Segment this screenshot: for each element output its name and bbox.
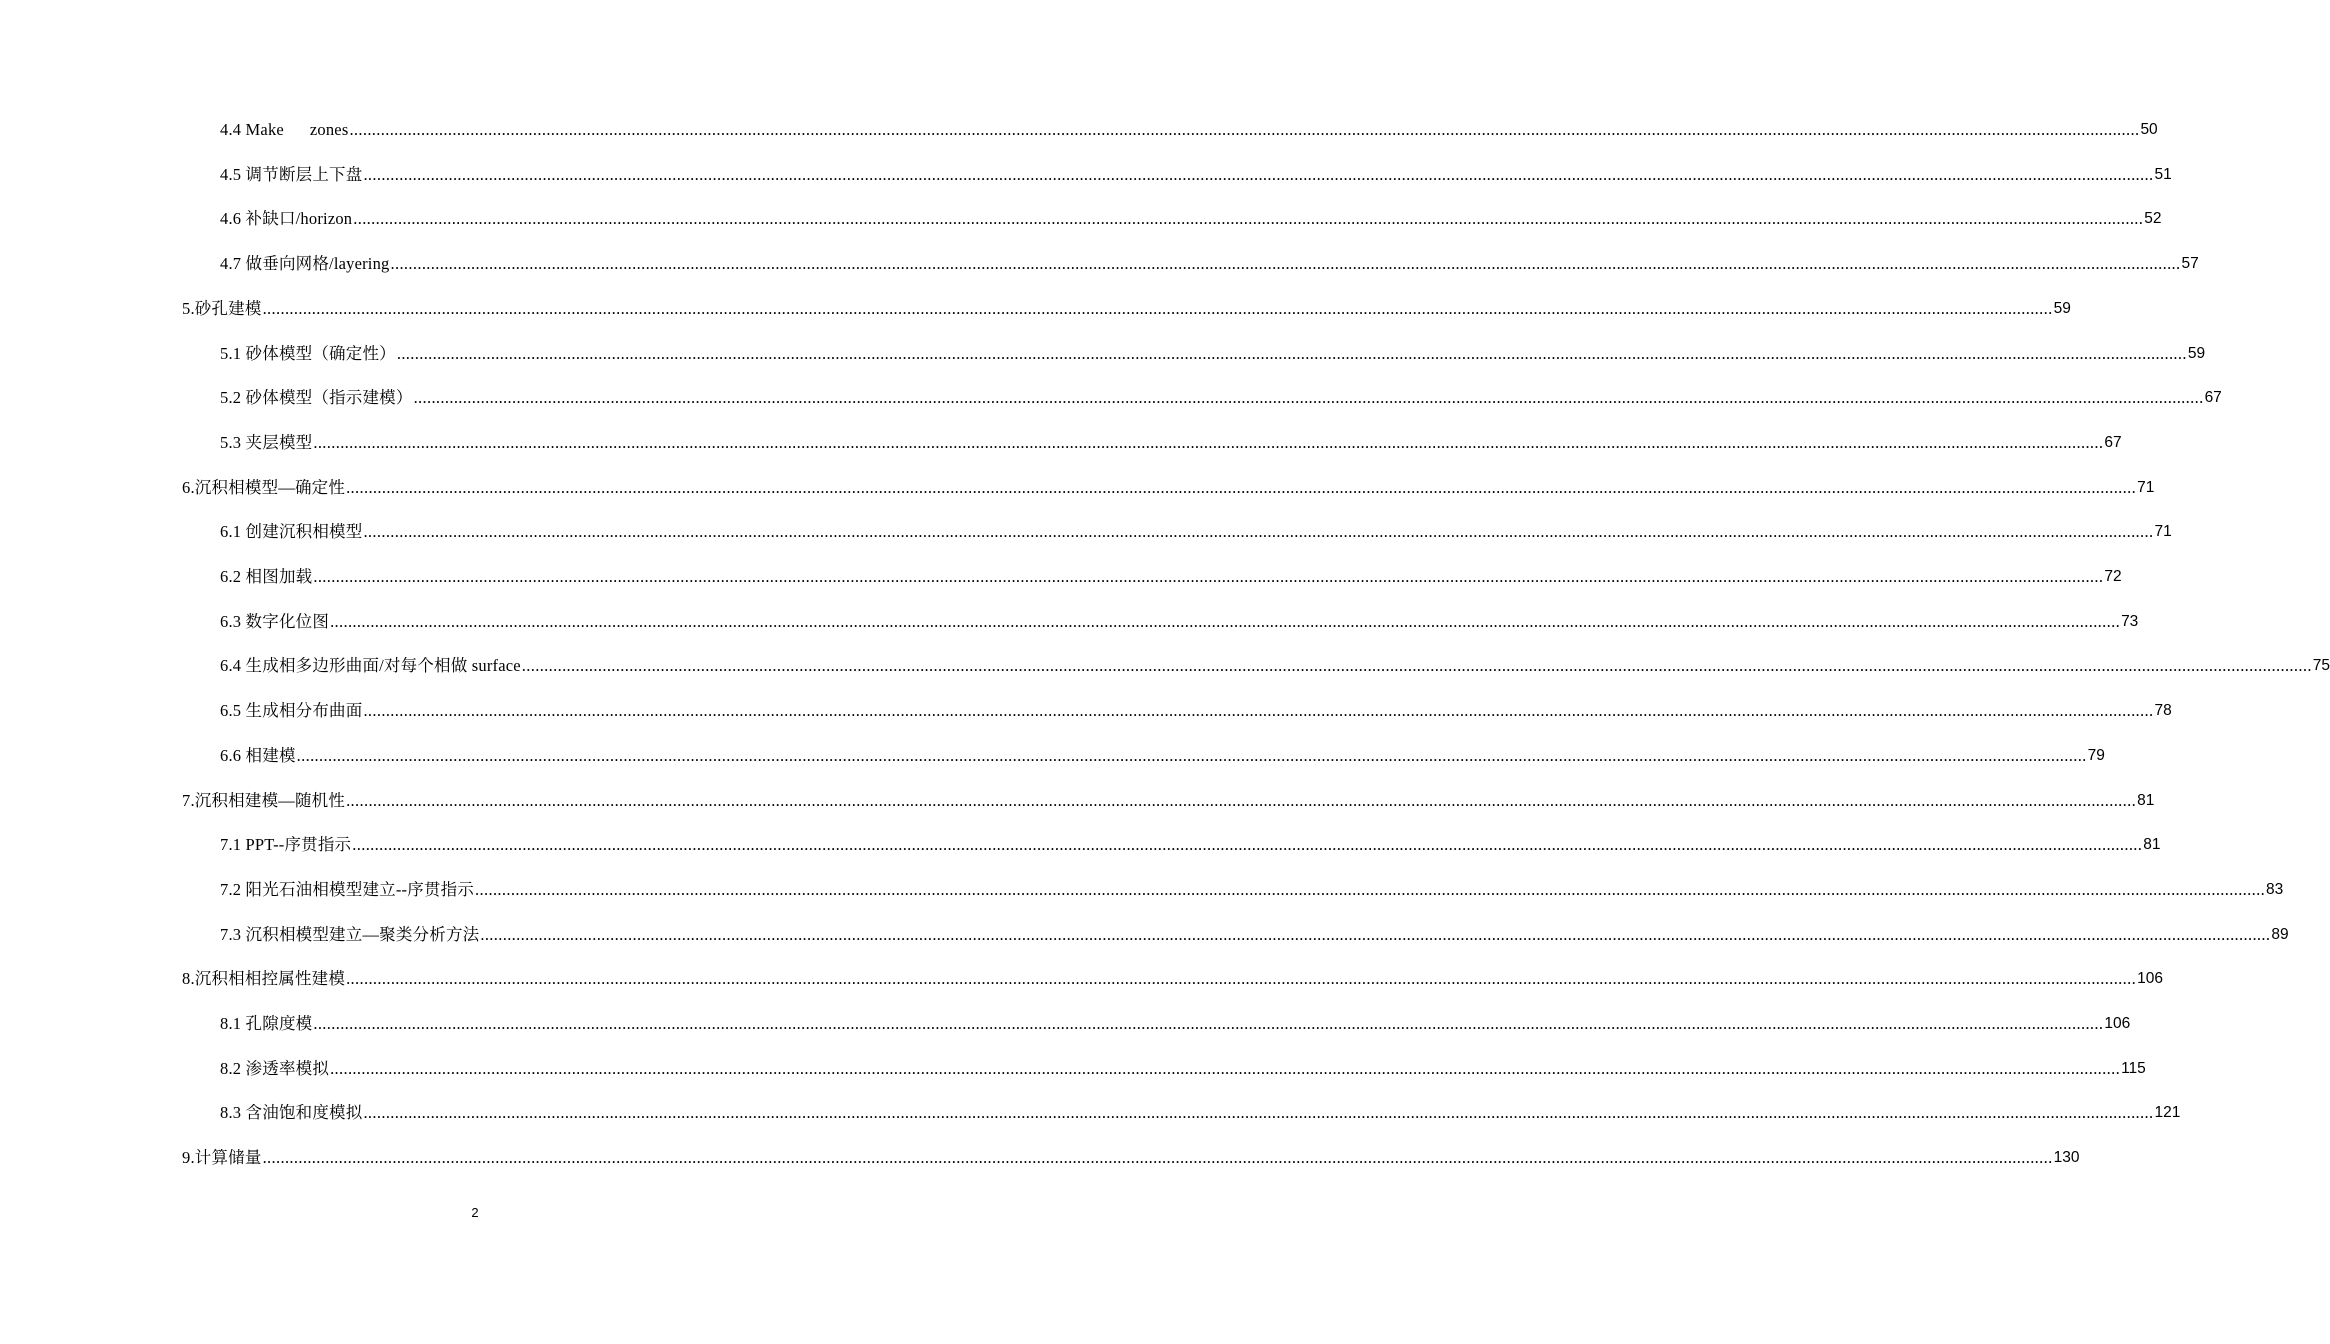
toc-entry[interactable] [220, 834, 2161, 856]
toc-entry[interactable] [220, 745, 2105, 767]
toc-dot-leader: ................................................................................................................................................................................................................................................................................................................................................................................................................ [346, 790, 2137, 810]
toc-entry-page-number: 121 [2154, 1104, 2181, 1122]
toc-entry-title: 6.3 数字化位图 [220, 611, 330, 631]
toc-dot-leader: ................................................................................................................................................................................................................................................................................................................................................................................................................ [480, 924, 2271, 944]
toc-entry-title: 5.3 夹层模型 [220, 432, 313, 452]
toc-dot-leader: ................................................................................................................................................................................................................................................................................................................................................................................................................ [390, 254, 2181, 274]
toc-entry-page-number: 115 [2121, 1059, 2146, 1077]
toc-entry-title: 4.4 Make zones [220, 120, 349, 139]
toc-entry-title: 7.沉积相建模—随机性 [182, 790, 346, 810]
toc-entry-page-number: 73 [2121, 612, 2139, 630]
toc-entry-page-number: 59 [2053, 299, 2071, 317]
toc-dot-leader: ................................................................................................................................................................................................................................................................................................................................................................................................................ [330, 611, 2121, 631]
toc-dot-leader: ................................................................................................................................................................................................................................................................................................................................................................................................................ [352, 835, 2143, 855]
toc-entry-page-number: 81 [2143, 836, 2161, 854]
toc-entry-page-number: 106 [2104, 1015, 2131, 1032]
toc-entry[interactable] [220, 521, 2172, 543]
toc-entry-page-number: 71 [2154, 523, 2172, 541]
toc-entry[interactable] [220, 611, 2139, 633]
toc-dot-leader: ................................................................................................................................................................................................................................................................................................................................................................................................................ [346, 477, 2137, 497]
toc-dot-leader: ................................................................................................................................................................................................................................................................................................................................................................................................................ [296, 745, 2087, 765]
toc-entry-title: 5.砂孔建模 [182, 298, 262, 318]
toc-dot-leader: ................................................................................................................................................................................................................................................................................................................................................................................................................ [313, 567, 2104, 586]
toc-dot-leader: ................................................................................................................................................................................................................................................................................................................................................................................................................ [521, 656, 2312, 676]
toc-dot-leader: ................................................................................................................................................................................................................................................................................................................................................................................................................ [262, 298, 2053, 318]
toc-entry[interactable] [220, 879, 2284, 901]
toc-dot-leader: ................................................................................................................................................................................................................................................................................................................................................................................................................ [363, 522, 2154, 542]
toc-dot-leader: ................................................................................................................................................................................................................................................................................................................................................................................................................ [330, 1058, 2121, 1078]
toc-dot-leader: ................................................................................................................................................................................................................................................................................................................................................................................................................ [396, 343, 2187, 363]
toc-entry-title: 7.1 PPT--序贯指示 [220, 835, 352, 855]
toc-entry-page-number: 75 [2312, 657, 2330, 675]
toc-entry-page-number: 83 [2266, 880, 2284, 898]
toc-entry[interactable] [220, 343, 2206, 365]
toc-dot-leader: ................................................................................................................................................................................................................................................................................................................................................................................................................ [413, 388, 2204, 408]
toc-entry-title: 8.3 含油饱和度模拟 [220, 1103, 363, 1123]
toc-entry-title: 6.6 相建模 [220, 745, 296, 765]
toc-entry[interactable] [220, 208, 2162, 230]
toc-entry-title: 6.沉积相模型—确定性 [182, 477, 346, 497]
toc-entry-page-number: 51 [2154, 165, 2172, 183]
toc-entry[interactable] [220, 387, 2222, 409]
toc-entry-title: 8.1 孔隙度模 [220, 1014, 313, 1033]
toc-entry[interactable] [220, 1013, 2131, 1035]
toc-entry[interactable] [220, 432, 2122, 454]
toc-entry[interactable] [220, 655, 2330, 677]
toc-entry-page-number: 67 [2104, 433, 2122, 451]
toc-entry[interactable] [182, 790, 2155, 812]
page-number: 2 [471, 1205, 479, 1220]
toc-dot-leader: ................................................................................................................................................................................................................................................................................................................................................................................................................ [346, 969, 2137, 989]
toc-entry-page-number: 89 [2271, 925, 2289, 943]
toc-entry-title: 7.2 阳光石油相模型建立--序贯指示 [220, 879, 475, 899]
toc-entry[interactable] [220, 1102, 2181, 1124]
toc-entry-page-number: 106 [2137, 970, 2163, 988]
toc-entry-page-number: 78 [2154, 702, 2172, 720]
toc-dot-leader: ................................................................................................................................................................................................................................................................................................................................................................................................................ [262, 1148, 2053, 1168]
toc-dot-leader: ................................................................................................................................................................................................................................................................................................................................................................................................................ [475, 879, 2266, 899]
toc-entry-title: 4.5 调节断层上下盘 [220, 164, 363, 184]
toc-entry[interactable] [220, 700, 2172, 722]
toc-entry-title: 8.沉积相相控属性建模 [182, 969, 346, 989]
toc-entry-page-number: 57 [2181, 255, 2199, 273]
toc-dot-leader: ................................................................................................................................................................................................................................................................................................................................................................................................................ [313, 432, 2104, 452]
toc-entry-title: 6.1 创建沉积相模型 [220, 522, 363, 542]
toc-entry-page-number: 79 [2087, 746, 2105, 764]
toc-entry-title: 6.2 相图加载 [220, 567, 313, 586]
toc-entry-page-number: 72 [2104, 568, 2122, 585]
toc-entry[interactable] [220, 1058, 2146, 1080]
toc-entry-title: 6.4 生成相多边形曲面/对每个相做 surface [220, 656, 521, 676]
toc-entry-page-number: 81 [2137, 791, 2155, 809]
toc-dot-leader: ................................................................................................................................................................................................................................................................................................................................................................................................................ [363, 1103, 2154, 1123]
toc-entry-title: 4.6 补缺口/horizon [220, 209, 353, 229]
toc-entry[interactable] [220, 253, 2199, 275]
toc-entry-title: 9.计算储量 [182, 1148, 262, 1168]
toc-entry-title: 5.1 砂体模型（确定性） [220, 343, 396, 363]
toc-entry-page-number: 59 [2187, 344, 2206, 362]
toc-dot-leader: ................................................................................................................................................................................................................................................................................................................................................................................................................ [363, 701, 2154, 721]
toc-entry[interactable] [182, 1147, 2080, 1169]
toc-entry[interactable] [220, 566, 2122, 588]
toc-entry[interactable] [182, 298, 2071, 320]
toc-entry[interactable] [220, 924, 2289, 946]
toc-dot-leader: ................................................................................................................................................................................................................................................................................................................................................................................................................ [363, 164, 2154, 184]
toc-entry-title: 8.2 渗透率模拟 [220, 1058, 330, 1078]
toc-entry-title: 6.5 生成相分布曲面 [220, 701, 363, 721]
toc-entry[interactable] [220, 119, 2158, 141]
toc-dot-leader: ................................................................................................................................................................................................................................................................................................................................................................................................................ [313, 1014, 2104, 1033]
toc-dot-leader: ................................................................................................................................................................................................................................................................................................................................................................................................................ [353, 209, 2144, 229]
toc-entry-page-number: 50 [2140, 121, 2158, 138]
toc-entry-page-number: 71 [2137, 478, 2155, 496]
toc-dot-leader: ................................................................................................................................................................................................................................................................................................................................................................................................................ [349, 120, 2140, 139]
toc-entry[interactable] [182, 477, 2155, 499]
toc-entry[interactable] [220, 164, 2172, 186]
toc-entry-title: 7.3 沉积相模型建立—聚类分析方法 [220, 924, 480, 944]
toc-entry-page-number: 52 [2144, 210, 2162, 228]
toc-entry-page-number: 67 [2204, 389, 2222, 407]
toc-entry[interactable] [182, 968, 2163, 990]
toc-entry-page-number: 130 [2053, 1149, 2080, 1167]
toc-entry-title: 4.7 做垂向网格/layering [220, 254, 390, 274]
toc-entry-title: 5.2 砂体模型（指示建模） [220, 388, 413, 408]
